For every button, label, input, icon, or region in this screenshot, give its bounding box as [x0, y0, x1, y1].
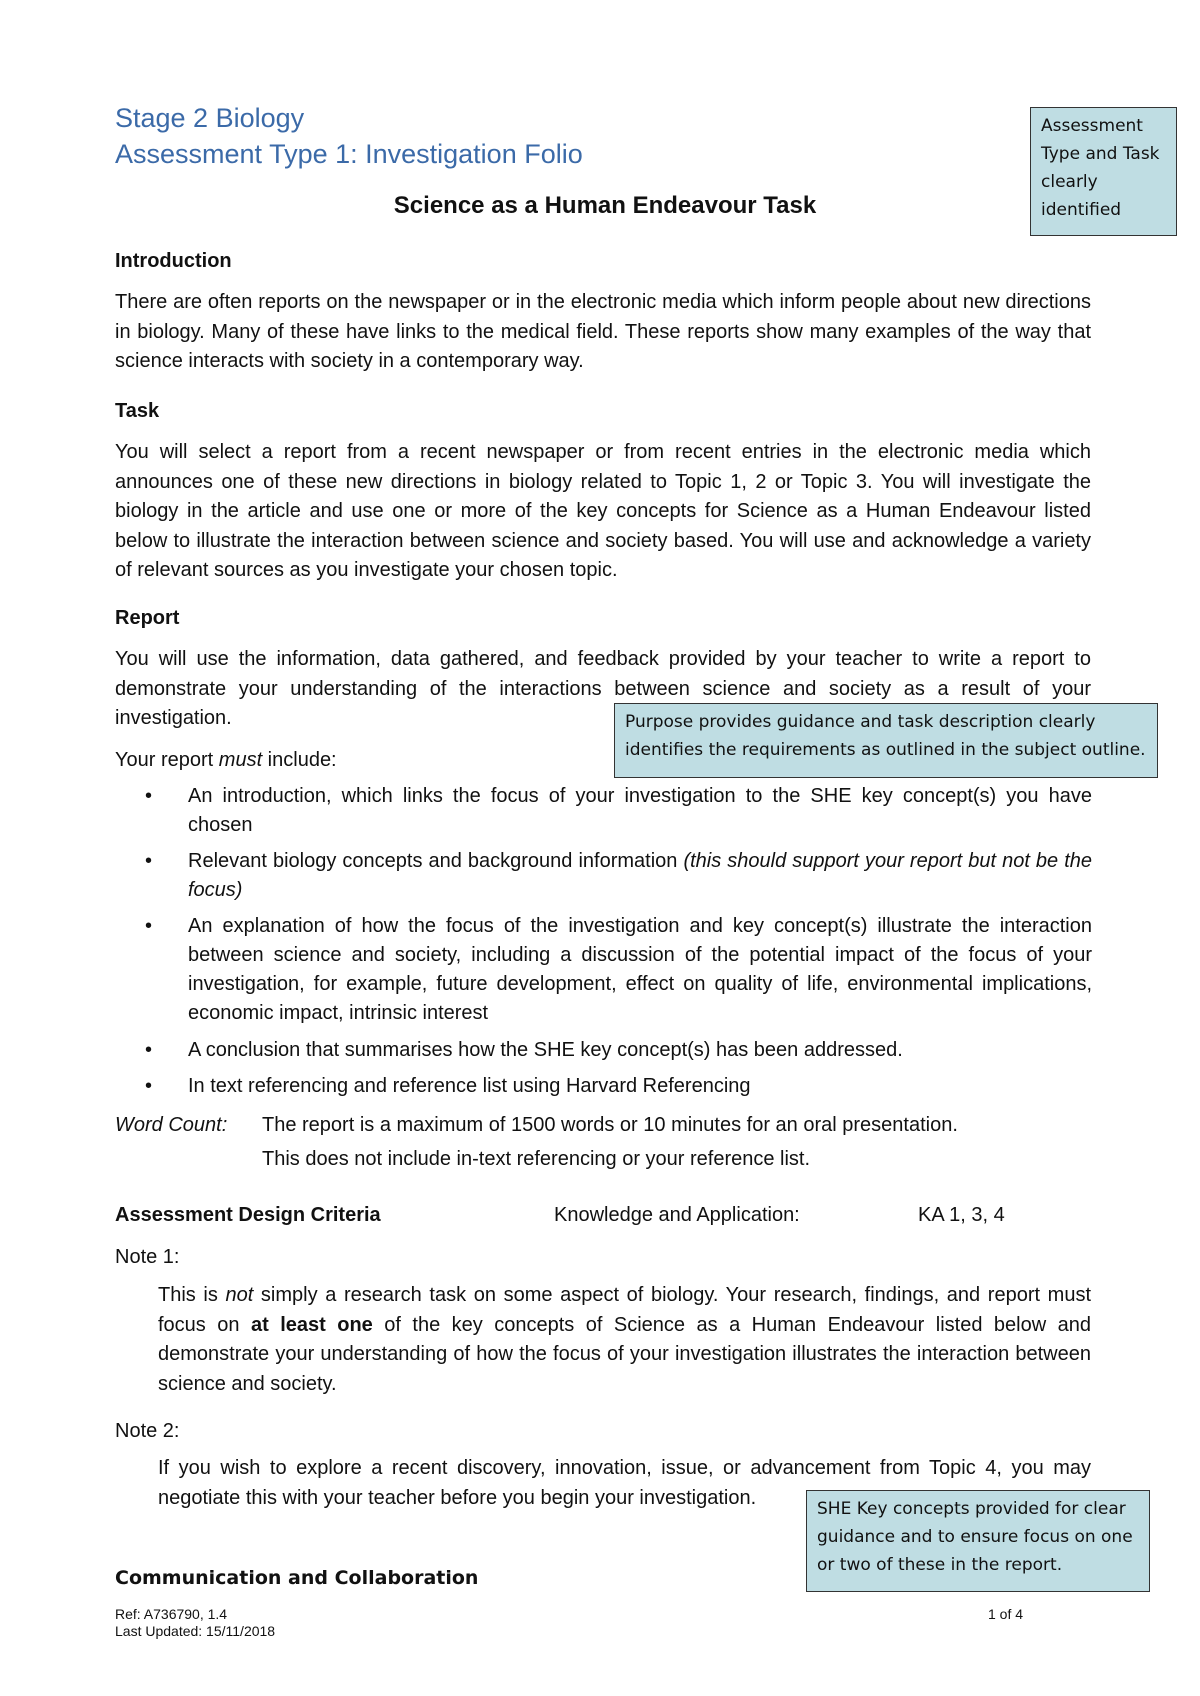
- bullet-glyph: •: [145, 850, 153, 872]
- criteria-heading: Assessment Design Criteria: [115, 1204, 381, 1226]
- list-item: [145, 912, 1092, 1028]
- list-item-text: An explanation of how the focus of the investigation and key concept(s) illustrate the interaction between science and society, including a discussion of the potential impact of the focus of your investigation, for example, future development, effect on quality of life, environmental implications, economic impact, intrinsic interest: [188, 915, 1092, 1024]
- assessment-type-title: Assessment Type 1: Investigation Folio: [115, 139, 583, 169]
- list-item: [145, 847, 1092, 905]
- note1-bold: at least one: [250, 1313, 373, 1336]
- report-text: You will use the information, data gathered, and feedback provided by your teacher to write a report to demonstrate your understanding of the interactions between science and society as a result of your investigation.: [115, 648, 1091, 729]
- annotation-she-concepts: SHE Key concepts provided for clear guidance and to ensure focus on one or two of these in the report.: [806, 1490, 1150, 1592]
- criteria-category: Knowledge and Application:: [554, 1204, 800, 1226]
- criteria-codes: KA 1, 3, 4: [918, 1204, 1005, 1226]
- report-heading: Report: [115, 607, 180, 629]
- report-must-line: [115, 749, 337, 772]
- introduction-heading: Introduction: [115, 250, 232, 272]
- list-item-text: A conclusion that summarises how the SHE key concept(s) has been addressed.: [188, 1039, 903, 1061]
- list-item-italic: (this should support your report but not be the focus): [188, 850, 1092, 901]
- note1-part3: of the key concepts of Science as a Human Endeavour listed below and demonstrate your understanding of how the focus of your investigation illustrates the interaction between science and society.: [158, 1313, 1091, 1395]
- list-item-text: [188, 847, 1092, 905]
- bullet-glyph: •: [145, 1039, 153, 1061]
- footer-page-number: 1 of 4: [988, 1606, 1024, 1622]
- note1-emphasis: not: [225, 1284, 254, 1306]
- word-count-label: [115, 1114, 227, 1137]
- must-suffix: include:: [262, 749, 337, 771]
- word-count-label-text: Word Count:: [115, 1114, 228, 1136]
- list-item: [145, 1036, 1092, 1065]
- note1-part1: This is: [158, 1284, 226, 1306]
- note1-part2: simply a research task on some aspect of biology. Your research, findings, and report must focus on: [158, 1284, 1091, 1336]
- must-emphasis: must: [218, 749, 263, 771]
- list-item: [145, 1072, 1092, 1101]
- task-title: Science as a Human Endeavour Task: [393, 192, 817, 219]
- annotation-purpose: Purpose provides guidance and task description clearly identifies the requirements as outlined in the subject outline.: [614, 703, 1158, 778]
- note2-label: Note 2:: [115, 1420, 180, 1442]
- list-item: [145, 782, 1092, 840]
- word-count-line-2: This does not include in-text referencing or your reference list.: [262, 1148, 811, 1170]
- note1-label: Note 1:: [115, 1246, 180, 1268]
- must-prefix: Your report: [115, 749, 219, 771]
- bullet-glyph: •: [145, 1075, 153, 1097]
- stage-title: Stage 2 Biology: [115, 103, 305, 133]
- annotation-assessment-type: Assessment Type and Task clearly identified: [1030, 107, 1177, 236]
- bullet-glyph: •: [145, 785, 153, 807]
- note2-text: If you wish to explore a recent discovery, innovation, issue, or advancement from Topic 4, you may negotiate this with your teacher before you begin your investigation.: [158, 1457, 1091, 1509]
- bullet-glyph: •: [145, 915, 153, 937]
- footer-updated: Last Updated: 15/11/2018: [115, 1623, 276, 1639]
- footer-ref: Ref: A736790, 1.4: [115, 1606, 228, 1622]
- task-heading: Task: [115, 400, 160, 422]
- note1-text: [158, 1281, 1091, 1399]
- task-text: You will select a report from a recent newspaper or from recent entries in the electronic media which announces one of these new directions in biology related to Topic 1, 2 or Topic 3. You will investigate the biology in the article and use one or more of the key concepts for Science as a Human Endeavour listed below to illustrate the interaction between science and society based. You will use and acknowledge a variety of relevant sources as you investigate your chosen topic.: [115, 441, 1091, 581]
- introduction-text: There are often reports on the newspaper or in the electronic media which inform people about new directions in biology. Many of these have links to the medical field. These reports show many examples of the way that science interacts with society in a contemporary way.: [115, 291, 1091, 372]
- communication-heading: Communication and Collaboration: [115, 1567, 479, 1589]
- list-item-text: An introduction, which links the focus of your investigation to the SHE key concept(s) you have chosen: [188, 785, 1092, 836]
- word-count-line-1: The report is a maximum of 1500 words or 10 minutes for an oral presentation.: [262, 1114, 958, 1136]
- list-item-main: Relevant biology concepts and background information: [188, 850, 684, 872]
- list-item-text: In text referencing and reference list using Harvard Referencing: [188, 1075, 751, 1097]
